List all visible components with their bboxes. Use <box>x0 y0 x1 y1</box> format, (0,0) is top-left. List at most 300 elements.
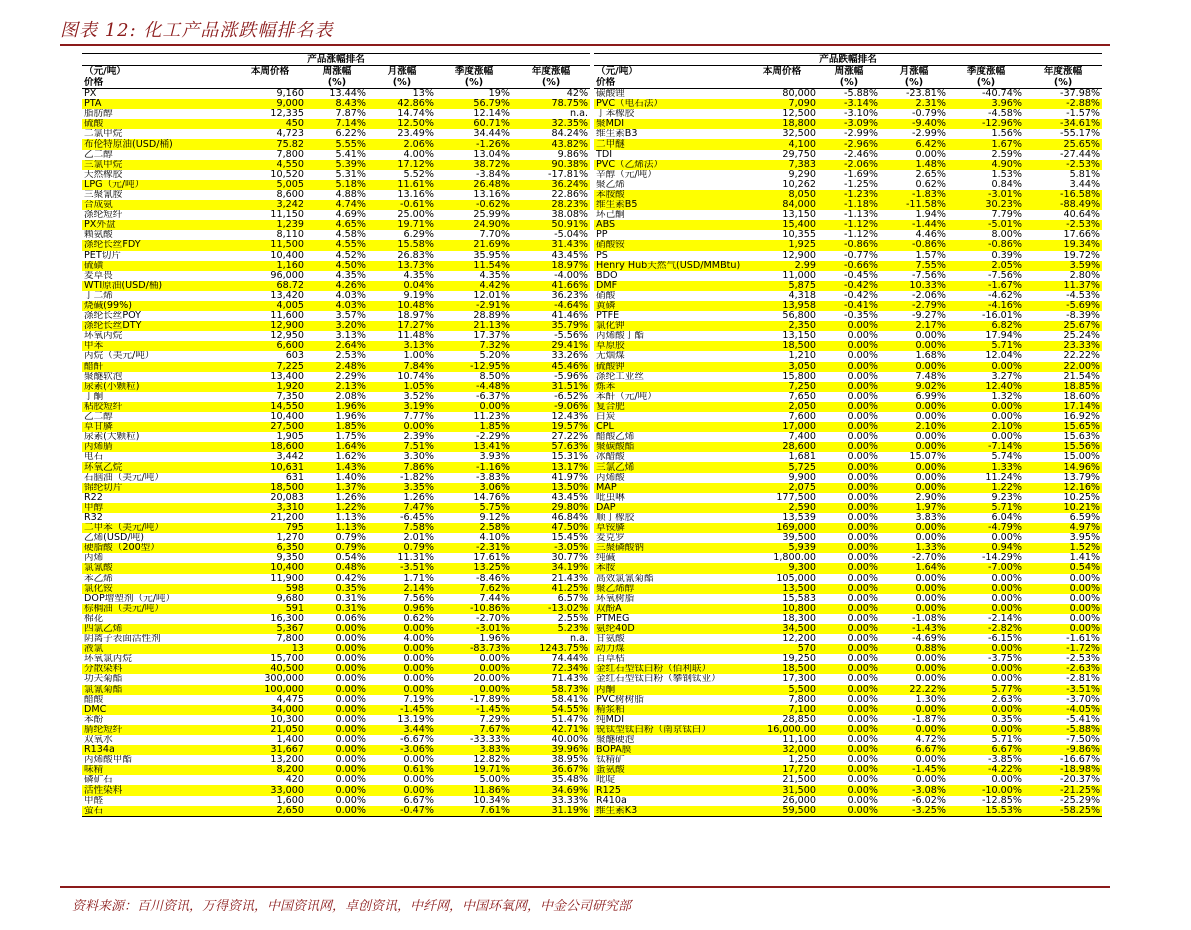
value-cell: 1.00% <box>403 351 434 362</box>
value-cell: 1.33% <box>948 462 1024 472</box>
value-cell: 0.00% <box>436 664 512 674</box>
value-cell: 2.01% <box>403 533 434 544</box>
value-cell: 25.65% <box>1024 139 1102 149</box>
product-name-cell: 聚碳酸酯 <box>594 442 746 452</box>
product-name-cell: 甲醇 <box>82 503 234 513</box>
value-cell: 17.27% <box>368 321 436 331</box>
value-cell: 13,420 <box>270 290 304 301</box>
value-cell: -6.67% <box>400 735 434 746</box>
value-cell: 1.68% <box>915 351 946 362</box>
value-cell: 2,590 <box>746 503 818 513</box>
value-cell: 4.90% <box>948 160 1024 170</box>
value-cell: 0.00% <box>948 402 1024 412</box>
col-header: 本周价格 <box>762 65 802 77</box>
product-name-cell: 双酚A <box>594 604 746 614</box>
product-name-cell: WTI原油(USD/桶) <box>82 281 234 291</box>
product-name-cell: 锦纶切片 <box>82 483 234 493</box>
value-cell: 7,350 <box>276 391 304 402</box>
value-cell: 0.54% <box>1024 563 1102 573</box>
value-cell: -5.88% <box>844 88 878 100</box>
value-cell: -2.81% <box>1066 674 1101 685</box>
table-row <box>82 170 590 180</box>
table-row <box>594 765 1102 775</box>
value-cell: 33,000 <box>234 785 306 795</box>
value-cell: 3.44% <box>1069 179 1101 190</box>
value-cell: 6,350 <box>234 543 306 553</box>
table-row <box>82 594 590 604</box>
product-name-cell: 丙烯酸 <box>596 472 625 483</box>
product-name-cell: 钛精矿 <box>596 755 625 766</box>
value-cell: 0.00% <box>818 563 880 573</box>
table-row <box>82 685 590 695</box>
value-cell: 18,600 <box>234 442 306 452</box>
value-cell: 1.67% <box>948 139 1024 149</box>
value-cell: -1.57% <box>1066 109 1101 120</box>
table-row <box>594 261 1102 271</box>
value-cell: 10.34% <box>473 795 510 806</box>
table-row <box>594 785 1102 795</box>
table-row <box>594 513 1102 523</box>
value-cell: 54.55% <box>512 705 590 715</box>
value-cell: 4.35% <box>479 270 510 281</box>
value-cell: 0.00% <box>847 512 878 523</box>
table-row <box>594 402 1102 412</box>
value-cell: 1.75% <box>335 432 366 443</box>
value-cell: 56,800 <box>782 311 816 322</box>
product-name-cell: 丁苯橡胶 <box>596 109 635 120</box>
value-cell: 17,720 <box>746 765 818 775</box>
value-cell: -3.10% <box>844 109 878 120</box>
product-name-cell: 硫磺 <box>82 261 234 271</box>
table-row <box>82 442 590 452</box>
value-cell: -3.51% <box>1024 685 1102 695</box>
table-row <box>82 664 590 674</box>
value-cell: 10,800 <box>746 604 818 614</box>
value-cell: 28.89% <box>473 311 510 322</box>
product-name-cell: 聚醚硬泡 <box>596 735 635 746</box>
product-name-cell: 维生素K3 <box>594 806 746 817</box>
table-row <box>594 574 1102 584</box>
product-name-cell: 苯胺酸 <box>594 190 746 200</box>
product-name-cell: R134a <box>82 745 234 755</box>
table-row <box>594 442 1102 452</box>
value-cell: -3.01% <box>948 190 1024 200</box>
value-cell: 13,500 <box>746 584 818 594</box>
value-cell: 18,500 <box>746 341 818 351</box>
value-cell: 5.20% <box>479 351 510 362</box>
product-name-cell: TDI <box>596 149 613 160</box>
value-cell: 8.00% <box>991 230 1022 241</box>
value-cell: 19.34% <box>1024 240 1102 250</box>
value-cell: -2.06% <box>912 290 946 301</box>
value-cell: 6.59% <box>1069 512 1101 523</box>
table-row <box>594 473 1102 483</box>
value-cell: 0.00% <box>991 412 1022 423</box>
rise-ranking-table <box>82 53 590 817</box>
value-cell: -1.23% <box>818 190 880 200</box>
value-cell: 2.53% <box>335 351 366 362</box>
value-cell: 3.30% <box>403 452 434 463</box>
table-row <box>594 796 1102 806</box>
product-name-cell: 高效氯氰菊酯 <box>596 573 654 584</box>
table-row <box>82 210 590 220</box>
value-cell: 12,900 <box>782 250 816 261</box>
value-cell: 28.23% <box>512 200 590 210</box>
value-cell: 1.37% <box>306 483 368 493</box>
value-cell: -2.70% <box>912 553 946 564</box>
value-cell: 9.86% <box>557 149 589 160</box>
value-cell: 0.35% <box>991 714 1022 725</box>
value-cell: 0.00% <box>915 149 946 160</box>
value-cell: 7.55% <box>880 261 948 271</box>
product-name-cell: R32 <box>84 512 103 523</box>
value-cell: 59,500 <box>746 806 818 817</box>
table-row <box>594 462 1102 472</box>
value-cell: 12.82% <box>473 755 510 766</box>
value-cell: -12.96% <box>948 119 1024 129</box>
value-cell: 0.00% <box>847 371 878 382</box>
table-row <box>594 695 1102 705</box>
value-cell: 0.00% <box>818 382 880 392</box>
product-name-cell: 环氧树脂 <box>596 593 635 604</box>
value-cell: 450 <box>234 119 306 129</box>
value-cell: 7.29% <box>479 714 510 725</box>
product-name-cell: 丙烯 <box>84 553 104 564</box>
value-cell: 31,667 <box>234 745 306 755</box>
value-cell: 631 <box>285 472 304 483</box>
value-cell: 0.00% <box>880 341 948 351</box>
value-cell: 22.22% <box>880 685 948 695</box>
table-row <box>82 785 590 795</box>
value-cell: 7.77% <box>403 412 434 423</box>
table-row <box>594 362 1102 372</box>
value-cell: 4,550 <box>234 160 306 170</box>
table-row <box>594 755 1102 765</box>
product-name-cell: PTA <box>82 99 234 109</box>
value-cell: 0.00% <box>948 604 1024 614</box>
product-name-cell: 苯胺 <box>594 563 746 573</box>
value-cell: 0.00% <box>818 341 880 351</box>
value-cell: -1.44% <box>880 220 948 230</box>
product-name-cell: BOPA膜 <box>594 745 746 755</box>
value-cell: 15.65% <box>1024 422 1102 432</box>
value-cell: 2.10% <box>948 422 1024 432</box>
table-row <box>82 634 590 644</box>
value-cell: 7.84% <box>368 362 436 372</box>
value-cell: 5.55% <box>306 139 368 149</box>
table-row <box>594 331 1102 341</box>
table-row <box>82 321 590 331</box>
product-name-cell: 炼苯 <box>594 382 746 392</box>
table-caption: 产品跌幅排名 <box>594 54 1102 66</box>
product-name-cell: 动力煤 <box>594 644 746 654</box>
value-cell: 8,200 <box>234 765 306 775</box>
value-cell: 41.46% <box>551 311 589 322</box>
product-name-cell: 甲醛 <box>84 795 104 806</box>
value-cell: 0.00% <box>368 644 436 654</box>
table-row <box>82 695 590 705</box>
value-cell: 31.51% <box>512 382 590 392</box>
value-cell: 14.74% <box>397 109 434 120</box>
product-name-cell: 石脑油（美元/吨） <box>84 472 164 483</box>
value-cell: 19% <box>488 88 510 100</box>
product-name-cell: ABS <box>594 220 746 230</box>
table-row <box>82 341 590 351</box>
value-cell: 0.00% <box>880 705 948 715</box>
value-cell: 3.20% <box>306 321 368 331</box>
table-row <box>594 715 1102 725</box>
value-cell: 0.00% <box>991 775 1022 786</box>
value-cell: 12,500 <box>782 109 816 120</box>
table-row <box>82 473 590 483</box>
col-header: 月涨幅 <box>899 65 929 77</box>
value-cell: 38.08% <box>551 210 589 221</box>
product-name-cell: 味精 <box>82 765 234 775</box>
value-cell: 78.75% <box>512 99 590 109</box>
value-cell: 0.00% <box>818 422 880 432</box>
value-cell: 1,681 <box>788 452 816 463</box>
value-cell: 68.72 <box>234 281 306 291</box>
value-cell: 4,005 <box>234 301 306 311</box>
product-name-cell: 棉花 <box>84 613 104 624</box>
table-row <box>82 139 590 149</box>
product-name-cell: 冰醋酸 <box>596 452 625 463</box>
value-cell: 3,242 <box>234 200 306 210</box>
product-name-cell: 活性染料 <box>82 785 234 795</box>
col-subheader: 价格 <box>594 77 746 89</box>
value-cell: 7,800 <box>276 634 304 645</box>
value-cell: 7.14% <box>306 119 368 129</box>
value-cell: -58.25% <box>1024 806 1102 817</box>
value-cell: 30.23% <box>948 200 1024 210</box>
value-cell: 0.00% <box>915 472 946 483</box>
product-name-cell: 苯酚 <box>84 714 104 725</box>
value-cell: 4.74% <box>306 200 368 210</box>
value-cell: 2.48% <box>306 362 368 372</box>
value-cell: 8.50% <box>479 371 510 382</box>
value-cell: -5.88% <box>1024 725 1102 735</box>
value-cell: 7,800 <box>276 149 304 160</box>
value-cell: -2.31% <box>436 543 512 553</box>
value-cell: 0.00% <box>1069 593 1101 604</box>
value-cell: -2.70% <box>476 613 510 624</box>
value-cell: -7.14% <box>948 442 1024 452</box>
product-name-cell: 布伦特原油(USD/桶) <box>82 139 234 149</box>
table-row <box>82 150 590 160</box>
table-row <box>594 493 1102 503</box>
table-row <box>82 452 590 462</box>
table-row <box>82 392 590 402</box>
value-cell: -3.85% <box>988 755 1022 766</box>
table-row <box>594 644 1102 654</box>
table-row <box>82 119 590 129</box>
value-cell: 15,700 <box>270 654 304 665</box>
value-cell: -1.61% <box>1066 634 1101 645</box>
table-row <box>82 129 590 139</box>
value-cell: -3.84% <box>476 169 510 180</box>
value-cell: -1.83% <box>880 190 948 200</box>
value-cell: 0.31% <box>306 604 368 614</box>
table-row <box>82 351 590 361</box>
value-cell: 34.69% <box>512 785 590 795</box>
footer-rule <box>60 886 1110 888</box>
value-cell: -2.99% <box>912 129 946 140</box>
value-cell: -6.15% <box>988 634 1022 645</box>
value-cell: 21.43% <box>551 573 589 584</box>
product-name-cell: 尿素(大颗粒) <box>84 432 140 443</box>
value-cell: 19,250 <box>782 654 816 665</box>
value-cell: 13,150 <box>782 210 816 221</box>
value-cell: 0.00% <box>306 705 368 715</box>
value-cell: 8.43% <box>306 99 368 109</box>
value-cell: 13.79% <box>1063 472 1101 483</box>
value-cell: 1.53% <box>991 169 1022 180</box>
value-cell: 42.86% <box>368 99 436 109</box>
product-name-cell: 乙二醇 <box>84 149 113 160</box>
value-cell: 2.64% <box>306 341 368 351</box>
value-cell: 15.56% <box>1024 442 1102 452</box>
table-row <box>82 604 590 614</box>
product-name-cell: 甲苯 <box>82 341 234 351</box>
value-cell: 3,050 <box>746 362 818 372</box>
value-cell: 0.00% <box>818 503 880 513</box>
table-row <box>594 372 1102 382</box>
value-cell: 12.01% <box>473 290 510 301</box>
value-cell: 0.00% <box>948 644 1024 654</box>
value-cell: 1,270 <box>276 533 304 544</box>
value-cell: 29,750 <box>782 149 816 160</box>
value-cell: 4.10% <box>479 533 510 544</box>
value-cell: 34,500 <box>746 624 818 634</box>
value-cell: -2.63% <box>1024 664 1102 674</box>
value-cell: 13.16% <box>473 189 510 200</box>
value-cell: 7,250 <box>746 382 818 392</box>
value-cell: 0.06% <box>335 613 366 624</box>
value-cell: 35.95% <box>473 250 510 261</box>
value-cell: 0.00% <box>847 795 878 806</box>
table-row <box>82 402 590 412</box>
value-cell: 17,300 <box>782 674 816 685</box>
table-row <box>594 725 1102 735</box>
value-cell: 0.62% <box>403 613 434 624</box>
value-cell: 0.00% <box>818 362 880 372</box>
value-cell: 16,300 <box>270 613 304 624</box>
value-cell: -0.66% <box>818 261 880 271</box>
product-name-cell: 金红石型钛白粉（攀钢钛业） <box>596 674 721 685</box>
value-cell: 17.94% <box>985 331 1022 342</box>
value-cell: 25.00% <box>397 210 434 221</box>
table-row <box>594 705 1102 715</box>
value-cell: 7.79% <box>991 210 1022 221</box>
value-cell: 16,000.00 <box>746 725 818 735</box>
value-cell: 9,000 <box>234 99 306 109</box>
value-cell: -2.14% <box>988 613 1022 624</box>
table-row <box>594 604 1102 614</box>
table-row <box>594 180 1102 190</box>
table-row <box>594 301 1102 311</box>
table-row <box>82 89 590 100</box>
value-cell: -1.67% <box>948 281 1024 291</box>
value-cell: 2,075 <box>746 483 818 493</box>
value-cell: 7.70% <box>479 230 510 241</box>
value-cell: 0.00% <box>880 604 948 614</box>
value-cell: 0.79% <box>306 543 368 553</box>
table-row <box>594 119 1102 129</box>
value-cell: -6.52% <box>554 391 589 402</box>
value-cell: 9.12% <box>479 512 510 523</box>
value-cell: 4.26% <box>306 281 368 291</box>
product-name-cell: 萤石 <box>82 806 234 817</box>
table-row <box>82 271 590 281</box>
value-cell: 3.83% <box>915 512 946 523</box>
table-row <box>82 291 590 301</box>
value-cell: 0.00% <box>335 755 366 766</box>
value-cell: 0.00% <box>335 714 366 725</box>
product-name-cell: 涤纶长丝DTY <box>82 321 234 331</box>
value-cell: 1.96% <box>479 634 510 645</box>
value-cell: 0.84% <box>991 179 1022 190</box>
value-cell: 9,290 <box>788 169 816 180</box>
value-cell: 3.06% <box>436 483 512 493</box>
table-row <box>82 674 590 684</box>
product-name-cell: 百草枯 <box>596 654 625 665</box>
value-cell: 15.53% <box>948 806 1024 817</box>
table-row <box>82 109 590 119</box>
value-cell: 7.67% <box>436 725 512 735</box>
value-cell: 3.44% <box>368 725 436 735</box>
product-name-cell: 脂肪醇 <box>84 109 113 120</box>
value-cell: 12.50% <box>368 119 436 129</box>
value-cell: 2.17% <box>880 321 948 331</box>
col-subheader: 价格 <box>82 77 234 89</box>
value-cell: 16.92% <box>1063 412 1101 423</box>
value-cell: 1,400 <box>276 735 304 746</box>
value-cell: -40.74% <box>981 88 1022 100</box>
value-cell: 11.31% <box>397 553 434 564</box>
value-cell: 11,900 <box>270 573 304 584</box>
product-name-cell: 乙二醇 <box>84 412 113 423</box>
table-row <box>594 139 1102 149</box>
value-cell: 1.13% <box>306 523 368 533</box>
value-cell: 4.46% <box>915 230 946 241</box>
value-cell: 0.00% <box>306 745 368 755</box>
table-row <box>82 775 590 785</box>
value-cell: 17,000 <box>746 422 818 432</box>
value-cell: 0.00% <box>818 644 880 654</box>
value-cell: -7.50% <box>1066 735 1101 746</box>
value-cell: 11,500 <box>234 240 306 250</box>
table-row <box>82 614 590 624</box>
value-cell: 0.48% <box>306 563 368 573</box>
product-name-cell: PP <box>596 230 608 241</box>
table-row <box>82 563 590 573</box>
value-cell: 21,500 <box>782 775 816 786</box>
value-cell: 0.00% <box>306 725 368 735</box>
value-cell: -4.22% <box>948 765 1024 775</box>
table-row <box>82 382 590 392</box>
table-row <box>82 533 590 543</box>
table-row <box>82 160 590 170</box>
value-cell: 0.00% <box>847 593 878 604</box>
value-cell: 0.00% <box>335 735 366 746</box>
value-cell: 0.00% <box>847 775 878 786</box>
value-cell: 12,335 <box>270 109 304 120</box>
value-cell: 11.61% <box>368 180 436 190</box>
table-row <box>82 422 590 432</box>
table-row <box>594 129 1102 139</box>
product-name-cell: 丙烯腈 <box>82 442 234 452</box>
value-cell: 1,239 <box>234 220 306 230</box>
